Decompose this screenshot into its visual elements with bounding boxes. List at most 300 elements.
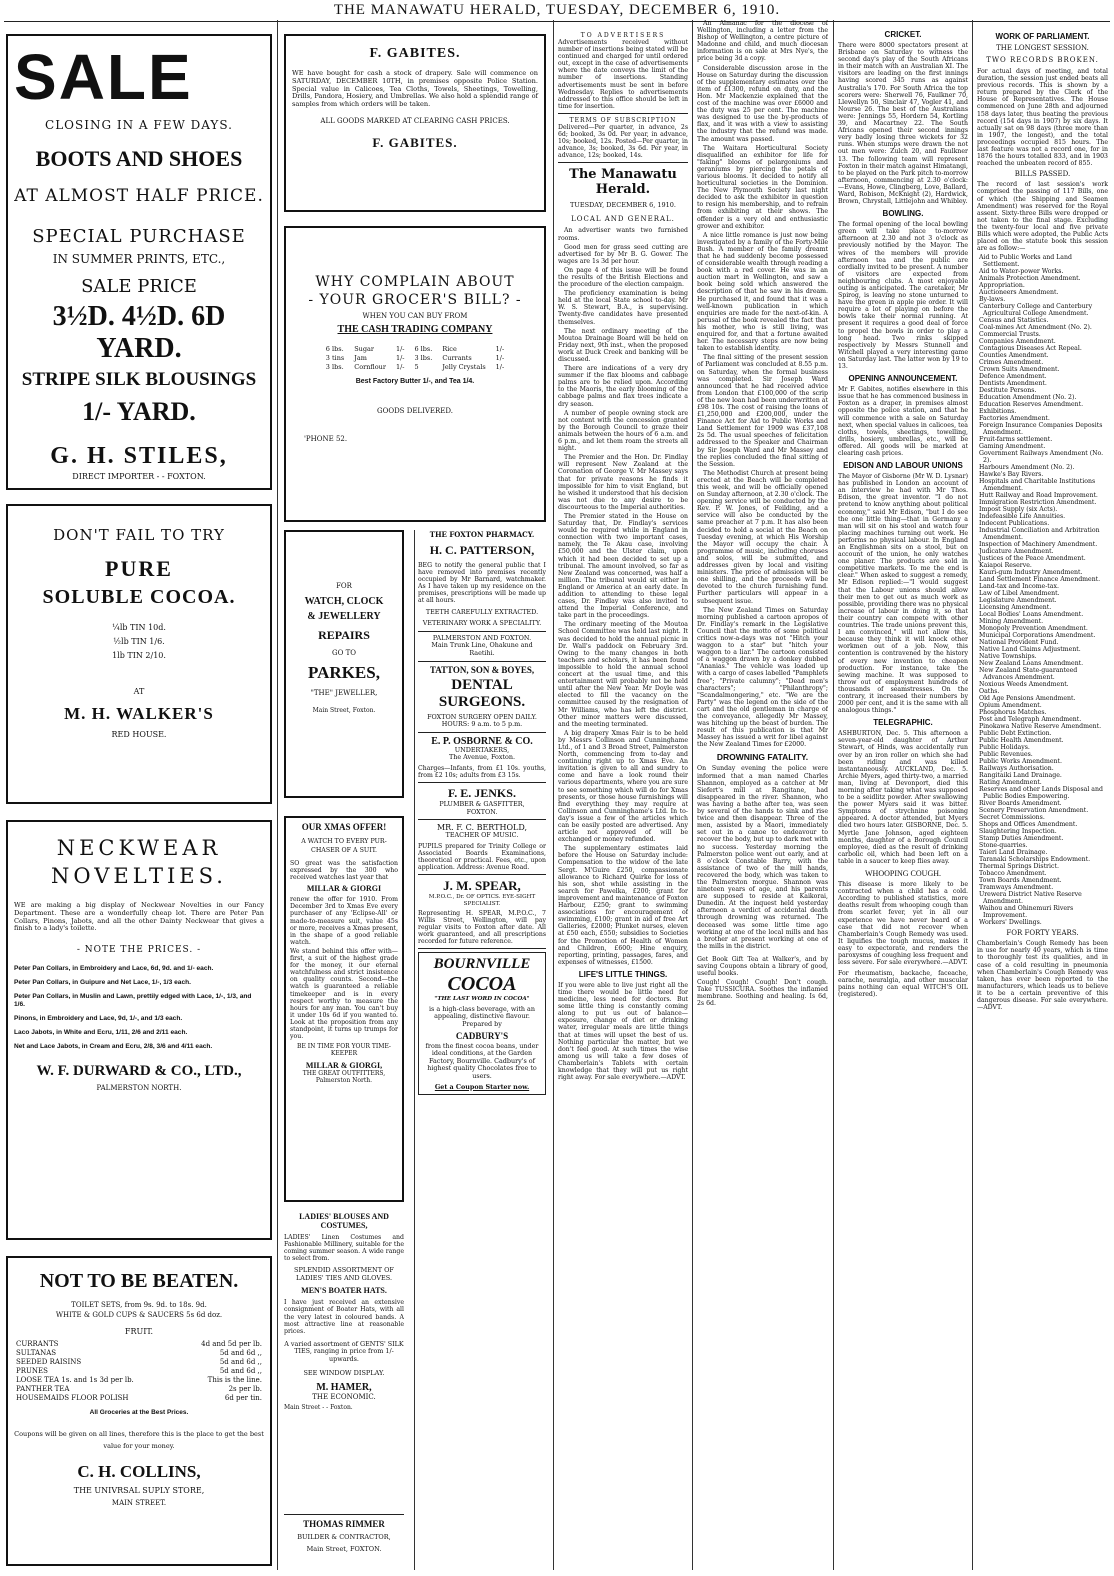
grocer-cell: 3 lbs. — [325, 363, 344, 371]
bill-item: Defence Amendment. — [979, 373, 1047, 381]
xmas-body-3: We stand behind this offer with—first, a suit of the highest grade for the money, it our eternal watchfulness and strict insistence on quality counts. Second—the watch is guaranteed a reliable timekeeper and is in every respect worthy to measure the hours for any man. You can't buy it under 10s 6d if you wanted to. Look at the proposition from any standpoint, it turns up trumps for you. — [290, 947, 398, 1041]
bill-item: Indecent Publications. — [979, 520, 1050, 528]
grocer-price-row — [321, 345, 509, 354]
collins-price: 5d and 6d ,, — [219, 1349, 262, 1357]
rimmer-name: THOMAS RIMMER — [303, 1519, 385, 1529]
column-1 — [6, 20, 272, 1570]
grocer-phone: 'PHONE 52. — [304, 435, 348, 443]
sale-closing: CLOSING IN A FEW DAYS. — [45, 118, 233, 132]
berthold-name: MR. F. C. BERTHOLD, — [436, 823, 528, 833]
bill-item: Stamp Duties Amendment. — [979, 835, 1064, 843]
xmas-line-1: A WATCH TO EVERY PUR- — [301, 838, 387, 845]
collins-item: CURRANTS — [16, 1340, 59, 1348]
local-general-heading: LOCAL AND GENERAL. — [571, 215, 675, 224]
bill-item: Dentists Amendment. — [979, 380, 1047, 388]
news-paragraph: The Methodist Church at present being erected at the Beach will be completed this week, and will be officially opened on Sunday afternoon, at 2.30 o'clock. The opening service will be conducted by the Rev. P. W. Jones, of Feilding, and a service will also be conducted by the same preacher at 7 p.m. It has also been decided to hold a social at the Beach on Tuesday evening, at which His Worship the Mayor will occupy the chair. A programme of music, including choruses and solos, will be submitted, and addresses given by local and visiting ministers. The price of admission will be one shilling, and the proceeds will be devoted to the church furnishing fund. Further particulars will appear in a subsequent issue. — [697, 469, 828, 605]
bill-item: Education Amendment (No. 2). — [979, 394, 1077, 402]
news-paragraph: A number of people owning stock are not content with the concession granted by the Borough Council to graze their animals between the hours of 6 a.m. and 6 p.m., and let them roam the streets all night. — [558, 409, 688, 453]
cocoa-word: COCOA — [447, 973, 517, 996]
bill-item: Rangitaiki Land Drainage. — [979, 772, 1062, 780]
bill-item: Noxious Weeds Amendment. — [979, 681, 1069, 689]
rimmer-advert — [284, 1514, 404, 1567]
bill-item: Oaths. — [979, 688, 1000, 696]
cocoa-price-row: 1lb TIN 2/10. — [112, 651, 166, 660]
spear-name: J. M. SPEAR, — [443, 878, 521, 894]
bournville-desc-2: from the finest cocoa beans, under ideal conditions, at the Garden Factory, Bournville. Cadbury's of highest quality Chocolates free to users. — [425, 1041, 539, 1080]
news-paragraph: Good men for grass seed cutting are advertised for by Mr B. G. Gower. The wages are 1s 3d per hour. — [558, 243, 688, 265]
cash-trading-advert — [284, 226, 546, 522]
column-4 — [558, 20, 688, 1570]
sale-summer: IN SUMMER PRINTS, ETC., — [52, 252, 226, 266]
edison-body: The Mayor of Gisborne (Mr W. D. Lysnar) has published in London an account of an interview he had with Mr Thos. Edison, the great inventor. "I do not pretend to know anything about political economy," said Mr Edison, "but I do see the one little thing—that in Germany a man will sit on his stool and watch four placing machines turning out work. He performs no physical labour. In England an Englishman sits on a stool, but on account of the union, he only watches one planer. The products are sold in competitive markets. To me the end is clear." When asked to suggest a remedy, Mr Edison replied:—"I would suggest that the Labour unions should allow their men to get out as much work as possible, providing there was no physical increase of labour in doing it, so that their country can compete with other countries. The trade unions prevent this, I am convinced," will not allow this, because they think it will knock other workmen out of a job. Now, this contention is contravened by the history of every new invention to cheapen production. For instance, take the sewing machine. It was supposed to throw out of employment hundreds of thousands of seamstresses. On the contrary, it increased their numbers by 2000 per cent, and it is the same with all analogous things." — [838, 473, 968, 715]
collins-store: THE UNIVRSAL SUPLY STORE, — [73, 1486, 205, 1495]
grocer-cell: 1/- — [495, 363, 505, 371]
parliament-sub-2: TWO RECORDS BROKEN. — [986, 56, 1099, 64]
grocer-company: THE CASH TRADING COMPANY — [337, 324, 493, 335]
osborne-charges: Charges—Infants, from £1 10s. youths, from £2 10s; adults from £3 15s. — [418, 764, 546, 779]
forty-years-heading: FOR FORTY YEARS. — [1006, 929, 1079, 938]
news-paragraph: The Waitara Horticultural Society disqualified an exhibitor for life for "faking" blooms of pelargoniums and geraniums by piercing the petals of various blooms. It decided to notify all horticultural societies in the Dominion. The New Plymouth Society last night decided to ask the exhibitor in question to resign his membership, and to refrain from exhibiting at their shows. The offender is a very old and enthusiastic grower and exhibitor. — [697, 144, 828, 230]
collins-price: This is the line. — [207, 1376, 262, 1384]
bill-item: Tramways Amendment. — [979, 884, 1054, 892]
hamer-title-4: MEN'S BOATER HATS. — [301, 1286, 387, 1296]
hamer-title-3: SPLENDID ASSORTMENT OF LADIES' TIES AND GLOVES. — [294, 1266, 394, 1283]
gabites-marked: ALL GOODS MARKED AT CLEARING CASH PRICES. — [320, 116, 510, 125]
neckwear-price-item: Pinons, in Embroidery and Lace, 9d, 1/-, and 1/3 each. — [14, 1015, 183, 1023]
bill-item: Scenery Preservation Amendment. — [979, 807, 1089, 815]
bill-item: Harbours Amendment (No. 2). — [979, 464, 1075, 472]
cocoa-price-row: ½lb TIN 1/6. — [113, 637, 165, 646]
opening-heading: OPENING ANNOUNCEMENT. — [848, 374, 958, 384]
pharmacy-title: THE FOXTON PHARMACY. — [429, 530, 535, 539]
bill-item: Workers' Dwellings. — [979, 919, 1042, 927]
neckwear-intro: WE are making a big display of Neckwear Novelties in our Fancy Department. These are a wonderfully cheap lot. There are Peter Pan Collars, Pinons, Jabots, and all the other Dainty Neckwear that gives a finish to a lady's toilette. — [14, 901, 264, 933]
collins-item: SEEDED RAISINS — [16, 1358, 82, 1366]
news-paragraph: The proficiency examination is being held at the local State school to-day. Mr W. S. Stewart, B.A., is supervising. Twenty-five candidates have presented themselves. — [558, 290, 688, 326]
patterson-vet: VETERINARY WORK A SPECIALITY. — [422, 619, 542, 628]
news-paragraph: A big drapery Xmas Fair is to be held by Messrs Collinson and Cunninghame Ltd., of 1 and 3 Broad Street, Palmerston North, commencing from to-day and continuing right up to Xmas Eve. An invitation is given to all and sundry to come and have a look round their various departments, where you are sure to see something which will do for Xmas presents, or those house furnishings will find everything they may require at Collinson and Cunninghame's Ltd. In to-day's issue a few of the articles which can be easily posted are advertised. Any article not approved of will be exchanged or money refunded. — [558, 729, 688, 844]
bill-item: By-laws. — [979, 296, 1006, 304]
news-paragraph: The supplementary estimates laid before the House on Saturday include: Compensation to the widow of the late Sergt. M'Guire £250, compassionate allowance to Richard Quirke for loss of his son, shot while assisting in the search for Pawelka, £200; grant for improvement and maintenance of Foxton Harbour, £250; grant to swimming associations for encouragement of swimming, £100; grant in aid of free Art Galleries, £2000; Plunket nurses, eleven at £50 each, £550; subsidies to Societies for the Promotion of Health of Women and Children, £600; Hine enquiry, reporting, printing, passages, fares, and expenses of witnesses, £1500. — [558, 845, 688, 966]
berthold-pupils: PUPILS prepared for Trinity College or Associated Boards Examinations, theoretical or practical. Fees, etc., upon application. Address: Avenue Road. — [418, 842, 546, 872]
bill-item: New Zealand Loans Amendment. — [979, 660, 1084, 668]
osborne-name: E. P. OSBORNE & CO. — [431, 735, 533, 747]
news-paragraph: A nice little romance is just now being investigated by a family of the Forty-Mile Bush. A member of the family dreamt that he had suddenly become possessed of considerable wealth through reading a book with a red cover. He was in an auction mart in Wellington, and saw a book being sold which answered the description of that he saw in his dream. He purchased it, and found that it was a well-known publication in which enquiries are made for the next-of-kin. A perusal of the book revealed the fact that his mother, who is still living, was enquired for, and that a fortune awaited her. The necessary steps are now being taken to establish identity. — [697, 231, 828, 353]
bill-item: Taieri Land Drainage. — [979, 849, 1048, 857]
cocoa-at: AT — [133, 687, 145, 696]
collins-item: PANTHER TEA — [16, 1385, 70, 1393]
rimmer-address: Main Street, FOXTON. — [306, 1545, 382, 1553]
news-paragraphs — [697, 20, 828, 748]
main-trunk-line: Main Trunk Line, Ohakune and Raetihi. — [431, 641, 533, 657]
news-paragraph: Considerable discussion arose in the House on Saturday during the discussion of the supplementary estimates over the item of £1300, refund on duty, and the Hon. Mr Mackenzie explained that the cost of the machine was over £6000 and the duty was 25 per cent. The machine was designed to use the by-products of flax, and it was with a view to assisting the industry that the refund was made. The amount was passed. — [697, 64, 828, 143]
news-paragraph: On page 4 of this issue will be found the results of the British Elections and the procedure of the election campaign. — [558, 266, 688, 289]
bill-item: Land Settlement Finance Amendment. — [979, 576, 1101, 584]
bill-item: Education Reserves Amendment. — [979, 401, 1084, 409]
hamer-name: M. HAMER, — [316, 1381, 372, 1393]
collins-advert — [6, 1256, 272, 1566]
bill-item: Pinokawa Native Reserve Amendment. — [979, 723, 1102, 731]
neckwear-address: PALMERSTON NORTH. — [96, 1084, 182, 1093]
advertisers-body: Advertisements received without number of insertions being stated will be continued and charged for until ordered out, except in the case of advertisements where the date conveys the limit of the number of insertions. Standing advertisements must be sent in before Wednesday. Replies to advertisements addressed to this office should be left in time for insertion. — [558, 39, 688, 110]
xmas-sub: THE GREAT OUTFITTERS, — [302, 1070, 386, 1078]
bill-item: Kaiapoi Reserve. — [979, 562, 1032, 570]
grocer-cell: Cornflour — [354, 363, 386, 371]
collins-price: 2s per lb. — [228, 1385, 262, 1393]
bill-item: Old Age Pensions Amendment. — [979, 695, 1076, 703]
hamer-address: Main Street - - Foxton. — [284, 1403, 353, 1411]
advertisers-heading: TO ADVERTISERS — [580, 32, 666, 39]
bill-item: Rating Amendment. — [979, 779, 1042, 787]
bill-item: Public Revenues. — [979, 751, 1033, 759]
grocer-cell: 3 lbs. — [414, 354, 433, 362]
grocer-cell: 1/- — [395, 354, 405, 362]
grocer-cell: 3 tins — [325, 354, 345, 362]
parliament-body: For actual days of meeting, and total duration, the session just ended beats all previous records. This is shown by a return prepared by the Clerk of the House of Representatives. The House commenced on June 28th and adjourned 158 days later, thus beating the previous record (154 days in 1907) by six days. It actually sat on 98 days (three more than in 1907, the longest), and the total proceedings occupied 815 hours. The last feature was not a record one, for in 1876 the hours totalled 833, and in 1903 reached the unbeaten record of 855. — [977, 68, 1108, 168]
sale-headline: SALE — [14, 41, 193, 113]
bournville-slogan: "THE LAST WORD IN COCOA" — [434, 996, 530, 1003]
grocer-price-row — [321, 363, 509, 372]
whooping-heading: WHOOPING COUGH. — [865, 869, 941, 879]
neckwear-price-list — [14, 965, 264, 1051]
bill-item: Land-tax and Income-tax. — [979, 583, 1059, 591]
bill-item: River Boards Amendment. — [979, 800, 1062, 808]
grocer-when: WHEN YOU CAN BUY FROM — [362, 312, 468, 320]
drowning-body: On Sunday evening the police were informed that a man named Charles Shannon, employed as a catcher at Mr Siefert's mill at Rangitane, had disappeared in the river. Shannon, who was having a bathe after tea, was seen by several of the hands to sink and rise twice and then disappear. Three of the men, assisted by a Maori, immediately set out in a canoe to endeavour to recover the body, but up to dark met with no success. Yesterday morning the Palmerston police went out early, and at 8 o'clock Constable Barry, with the assistance of two of the mill hands, recovered the body, which was taken to the Palmerston morgue. Shannon was nineteen years of age, and his parents are supposed to reside at Kaikorai, Dunedin. At the inquest held yesterday afternoon a verdict of accidental death through drowning was returned. The deceased was some little time ago working at one of the local mills and has a brother at present working at one of the mills in the district. — [697, 765, 828, 950]
parliament-sub-1: THE LONGEST SESSION. — [996, 44, 1089, 52]
bill-item: Government Railways Amendment (No. 2). — [979, 450, 1104, 465]
edison-heading: EDISON AND LABOUR UNIONS — [843, 461, 963, 471]
xmas-title: OUR XMAS OFFER! — [301, 822, 387, 832]
bill-item: Exhibitions. — [979, 408, 1017, 416]
sale-special: SPECIAL PURCHASE — [32, 226, 246, 247]
grocer-cell: 1/- — [495, 354, 505, 362]
grocer-cell: 5 — [414, 363, 419, 371]
column-rule — [553, 20, 554, 1570]
cricket-body: There were 8000 spectators present at Brisbane on Saturday to witness the second day's play of the South Africans in their match with an Australian XI. The visitors are leading on the first innings having scored 345 runs as against Australia's 170. For South Africa the top scorers were: Sherwell 76, Faulkner 70, Llewellyn 50, Sinclair 47, Vogler 41, and Nourse 26. The best of the Australians were: Jennings 55, Hordern 54, Kortling 39, and Macartney 22. The South Africans opened their second innings very badly losing three wickets for 32 runs. When stumps were drawn the not out men were: Zulch 20, and Faulkner 13. The following team will represent Foxton in their match against Himatangi, to be played on the Park pitch to-morrow afternoon, commencing at 2.30 o'clock:—Evans, Howe, Clingberg, Love, Ballard, Ward, Robison, McKnight (2), Hardwick, Brown, Chrystall, Littlejohn and Whibley. — [838, 42, 968, 206]
patterson-name: H. C. PATTERSON, — [429, 543, 535, 557]
xmas-signature: MILLAR & GIORGI, — [305, 1061, 383, 1071]
column-rule — [414, 530, 415, 1570]
neckwear-title-1: NECKWEAR — [56, 836, 222, 860]
osborne-undertakers: UNDERTAKERS, — [454, 745, 510, 754]
neckwear-price-item: Peter Pan Collars, in Muslin and Lawn, prettily edged with Lace, 1/-, 1/3, and 1/6. — [14, 993, 252, 1009]
collins-merchant: C. H. COLLINS, — [77, 1462, 201, 1481]
bills-heading: BILLS PASSED. — [1014, 170, 1071, 179]
cocoa-price-row: ¼lb TIN 10d. — [112, 623, 166, 632]
bournville-word: BOURNVILLE — [433, 956, 531, 973]
grocer-butter: Best Factory Butter 1/-, and Tea 1/4. — [355, 378, 475, 385]
bill-item: Inspection of Machinery Amendment. — [979, 541, 1098, 549]
hamer-body-1: LADIES' Linen Costumes and Fashionable Millinery, suitable for the coming summer season. A wide range to select from. — [284, 1234, 404, 1263]
bill-item: Auctioneers Amendment. — [979, 289, 1059, 297]
bill-item: Hospitals and Charitable Institutions Amendment. — [979, 478, 1096, 493]
collins-street: MAIN STREET. — [111, 1499, 167, 1507]
collins-line-1: TOILET SETS, from 9s. 9d. to 18s. 9d. — [71, 1301, 207, 1309]
masthead: THE MANAWATU HERALD, TUESDAY, DECEMBER 6, 1910. — [333, 2, 781, 18]
grocer-cell: 1/- — [495, 345, 505, 353]
cricket-heading: CRICKET. — [884, 30, 922, 39]
xmas-firm: MILLAR & GIORGI — [306, 884, 382, 894]
collins-price-table — [14, 1340, 264, 1403]
bill-item: Animals Protection Amendment. — [979, 275, 1081, 283]
collins-price-row — [14, 1385, 264, 1394]
cocoa-line-1: DON'T FAIL TO TRY — [53, 526, 225, 544]
neckwear-merchant: W. F. DURWARD & CO., LTD., — [36, 1063, 242, 1080]
bill-item: Hawke's Bay Rivers. — [979, 471, 1044, 479]
collins-price-row — [14, 1340, 264, 1349]
news-paragraph: The New Zealand Times on Saturday morning published a cartoon apropos of Dr. Findlay's remark in the Legislative Council that the motto of some political critics now-a-days was not "Hitch your waggon to a star" but "hitch your waggon to a liar." The cartoon consisted of a waggon drawn by a donkey dubbed "Ananias." The vehicle was loaded up with a cargo of cases labelled "Pamphlets free"; "Private calumny"; "Dead men's characters"; "Philanthropy"; "Scandalmongering," etc. "We are the Party" was the legend on the side of the cart and the old gentleman in charge of the conveyance, allegedly Mr Massey, was hitching up the beast of burden. The result of this publication is that Mr Massey has issued a writ for libel against the New Zealand Times for £2000. — [697, 606, 828, 749]
sale-half-price: AT ALMOST HALF PRICE. — [14, 186, 264, 206]
rimmer-sub: BUILDER & CONTRACTOR, — [297, 1533, 391, 1541]
column-rule — [692, 20, 693, 1570]
gabites-body: WE have bought for cash a stock of drapery. Sale will commence on SATURDAY, DECEMBER 10TH, in premises opposite Police Station. Special value in Calicoes, Tea Cloths, Towels, Sheetings, Towelling, Drills, Pandora, Hosiery, and Umbrellas. We also hold a splendid range of samples from which orders will be taken. — [292, 69, 538, 109]
bill-item: Public Holidays. — [979, 744, 1030, 752]
news-paragraph: The Premier and the Hon. Dr. Findlay will represent New Zealand at the Coronation of George V. Mr Massey says that for private reasons he finds it impossible for him to visit England, but he wished it understood that his decision was not due to any desire to be discourteous to the Imperial authorities. — [558, 454, 688, 511]
book-gift: Get Book Gift Tea at Walker's, and by saving Coupons obtain a library of good, useful books. — [697, 955, 828, 978]
bill-item: Crimes Amendment. — [979, 359, 1044, 367]
collins-coupons: Coupons will be given on all lines, therefore this is the place to get the best value for your money. — [14, 1430, 264, 1450]
palmerston-foxton: PALMERSTON AND FOXTON. — [432, 633, 532, 642]
collins-price-row — [14, 1349, 264, 1358]
grocer-price-table — [321, 345, 509, 372]
cocoa-merchant: M. H. WALKER'S — [64, 704, 214, 723]
bills-list — [977, 254, 1108, 926]
hamer-see: SEE WINDOW DISPLAY. — [303, 1368, 385, 1377]
gabites-title: F. GABITES. — [369, 46, 461, 61]
cocoa-house: RED HOUSE. — [111, 730, 167, 739]
forty-years-body: Chamberlain's Cough Remedy has been in use for nearly 40 years, which is time to thoroughly test its qualities, and in case of a cold resulting in pneumonia when Chamberlain's Cough Remedy was taken, has ever been reported to the manufacturers, which leads us to believe it to be a certain preventive of this dangerous disease. For sale everywhere.—ADVT. — [977, 940, 1108, 1012]
subscription-heading: TERMS OF SUBSCRIPTION — [569, 116, 677, 124]
bill-item: Taranaki Scholarships Endowment. — [979, 856, 1091, 864]
news-paragraph: An advertiser wants two furnished rooms. — [558, 227, 688, 242]
xmas-offer-advert — [284, 816, 404, 1202]
collins-price: 6d per tin. — [224, 1394, 262, 1402]
sale-stripe: STRIPE SILK BLOUSINGS — [21, 369, 257, 390]
grocer-price-row — [321, 354, 509, 363]
bill-item: Tobacco Amendment. — [979, 870, 1047, 878]
jenks-name: F. E. JENKS. — [448, 786, 516, 801]
bill-item: New Zealand State-guaranteed Advances Amendment. — [979, 667, 1078, 682]
collins-item: PRUNES — [16, 1367, 48, 1375]
bill-item: Public Works Amendment. — [979, 758, 1062, 766]
patterson-body: BEG to notify the general public that I have removed into premises recently occupied by Mr Barnard, watchmaker. As I have taken up my residence on the premises, prescriptions will be made up at all hours. — [418, 562, 546, 605]
bill-item: Judicature Amendment. — [979, 548, 1054, 556]
neckwear-price-item: Net and Lace Jabots, in Cream and Ecru, 2/8, 3/6 and 4/11 each. — [14, 1043, 213, 1051]
neckwear-price-item: Peter Pan Collars, in Embroidery and Lace, 6d, 9d. and 1/- each. — [14, 965, 214, 973]
bill-item: Municipal Corporations Amendment. — [979, 632, 1096, 640]
collins-groceries: All Groceries at the Best Prices. — [89, 1409, 189, 1416]
column-rule — [277, 20, 278, 1570]
whooping-body: This disease is more likely to be contracted when a child has a cold. According to published statistics, more deaths result from whooping cough than from scarlet fever, yet in all our experience we have never heard of a case that did not recover when Chamberlain's Cough Remedy was used. It liquifies the tough mucus, makes it easy to expectorate, and renders the paroxysms of coughing less frequent and less severe. For sale everywhere.—ADVT. — [838, 881, 968, 967]
bill-item: Counties Amendment. — [979, 352, 1049, 360]
parkes-advert — [284, 530, 404, 798]
bill-item: Licensing Amendment. — [979, 604, 1052, 612]
surgery-hours: HOURS: 9 a.m. to 5 p.m. — [441, 720, 523, 729]
collins-price: 5d and 6d ,, — [219, 1367, 262, 1375]
collins-price-row — [14, 1394, 264, 1403]
professional-cards — [418, 530, 546, 1570]
spear-body: Representing H. SPEAR, M.P.O.C., 7 Willis Street, Wellington, will pay regular visits to Foxton after date. All work guaranteed, and all prescriptions recorded for future reference. — [418, 909, 546, 946]
parkes-line-2: & JEWELLERY — [307, 611, 381, 622]
grocer-cell: 6 lbs. — [414, 345, 433, 353]
bill-item: Aid to Public Works and Land Settlement. — [979, 254, 1072, 269]
bill-item: Legislature Amendment. — [979, 597, 1057, 605]
xmas-body: SO great was the satisfaction expressed by the 300 who received watches last year that — [290, 860, 398, 882]
grocer-goods: GOODS DELIVERED. — [377, 407, 453, 415]
bill-item: Mining Amendment. — [979, 618, 1044, 626]
bill-item: Foreign Insurance Companies Deposits Amendment. — [979, 422, 1103, 437]
bill-item: Reserves and other Lands Disposal and Public Bodies Empowering. — [979, 786, 1103, 801]
collins-fruit: FRUIT. — [124, 1327, 154, 1336]
news-paragraph: There are indications of a very dry summer if the flax blooms and cabbage palms are to be relied upon. According to the Maoris, the early blooming of the cabbage palms and flax trees indicate a dry season. — [558, 365, 688, 408]
news-paragraph: The ordinary meeting of the Moutoa School Committee was held last night. It was decided to hold the annual picnic in Dr. Wall's paddock on February 3rd. Owing to the many changes in both teachers and scholars, it has been found impossible to hold the annual school concert at the usual time, and this entertainment will probably not be held until after the New Year. Mr Doyle was elected to fill the vacancy on the committee caused by the resignation of Mr Williams, who has left the district. Other minor matters were discussed, and the meeting terminated. — [558, 621, 688, 728]
bill-item: Public Health Amendment. — [979, 737, 1064, 745]
column-rule — [833, 20, 834, 1570]
bowling-body: The formal opening of the local bowling green will take place to-morrow afternoon at 2.30 and not 3 o'clock as previously notified by the Mayor. The wives of the members will provide afternoon tea and the public are cordially invited to be present. A number of visitors are expected from neighbouring clubs. A most enjoyable outing is anticipated. The caretaker, Mr Spirog, is leaving no stone unturned to have the green in apple pie order. It will require a lot of playing on before the bowls take their normal running. At present it requires a good deal of force to propel the bowls in order to play a long head. Two rinks skipped respectively by Messrs Stunnell and Witchell played a very interesting game on Saturday last. The latter won by 19 to 13. — [838, 221, 968, 371]
surgery-open: FOXTON SURGERY OPEN DAILY. — [427, 712, 537, 721]
bill-item: Law of Libel Amendment. — [979, 590, 1060, 598]
bill-item: Gaming Amendment. — [979, 443, 1046, 451]
bill-item: Slaughtering Inspection. — [979, 828, 1057, 836]
grocer-cell: Jam — [354, 354, 367, 362]
hamer-body-2: I have just received an extensive consignment of Boater Hats, with all the very latest in coloured bands. A most attractive line at reasonable prices. — [284, 1299, 404, 1335]
bill-item: Factories Amendment. — [979, 415, 1050, 423]
cough-advert: Cough! Cough! Cough! Don't cough. Take TUSSICURA. Soothes the inflamed membrane. Soothing and healing. Is 6d, 2s 6d. — [697, 979, 828, 1008]
cocoa-line-2: PURE — [105, 556, 173, 581]
bill-item: Contagious Diseases Act Repeal. — [979, 345, 1082, 353]
grocer-cell: Sugar — [354, 345, 375, 353]
bill-item: Secret Commissions. — [979, 814, 1045, 822]
collins-price-row — [14, 1367, 264, 1376]
patterson-teeth: TEETH CAREFULLY EXTRACTED. — [425, 607, 539, 616]
bill-item: Shops and Offices Amendment. — [979, 821, 1078, 829]
bournville-desc: is a high-class beverage, with an appealing, distinctive flavour. Prepared by — [429, 1004, 535, 1029]
bill-item: Local Bodies' Loans Amendment. — [979, 611, 1084, 619]
bill-item: Thermal Springs District. — [979, 863, 1059, 871]
bill-item: Commercial Trusts. — [979, 331, 1041, 339]
bill-item: Waihou and Ohinemuri Rivers Improvement. — [979, 905, 1074, 920]
grocer-title-2: - YOUR GROCER'S BILL? - — [308, 292, 522, 308]
bill-item: Companies Amendment. — [979, 338, 1056, 346]
bill-item: Native Land Claims Adjustment. — [979, 646, 1081, 654]
parkes-go: GO TO — [332, 649, 356, 657]
bill-item: Canterbury College and Canterbury Agricultural College Amendment. — [979, 303, 1093, 318]
cadburys: CADBURY'S — [455, 1030, 509, 1041]
bournville-advert — [418, 952, 546, 1095]
hamer-title-1: LADIES' BLOUSES AND — [299, 1212, 389, 1221]
bowling-heading: BOWLING. — [882, 209, 924, 219]
neckwear-price-item: Laco Jabots, in White and Ecru, 1/11, 2/6 and 2/11 each. — [14, 1029, 188, 1037]
parkes-name: PARKES, — [308, 663, 380, 682]
coupon-starter: Get a Coupon Starter now. — [434, 1082, 530, 1091]
parkes-for: FOR — [336, 582, 352, 590]
news-paragraph: The Premier stated in the House on Saturday that, Dr. Findlay's services would be required while in England in connection with two important cases, namely, the Te Akau case, involving £50,000 and the Ulster claim, upon which it had been decided to set up a tribunal. The amount involved, so far as New Zealand was concerned, was half a million. The tribunal would sit either in England or America at an early date. In addition to attending to these legal cases, Dr. Findlay was also invited to attend the Imperial Conference, and take part in the proceedings. — [558, 512, 688, 620]
sale-address: DIRECT IMPORTER - - FOXTON. — [72, 472, 206, 481]
grocer-cell: 6 lbs. — [325, 345, 344, 353]
gabites-signature: F. GABITES. — [372, 134, 458, 150]
sale-yard: 1/- YARD. — [82, 397, 196, 426]
bill-item: Coal-mines Act Amendment (No. 2). — [979, 324, 1092, 332]
bill-item: Impost Supply (six Acts). — [979, 506, 1058, 514]
grocer-cell: Currants — [442, 354, 472, 362]
parkes-line-1: WATCH, CLOCK — [304, 596, 384, 607]
jenks-trade: PLUMBER & GASFITTER, — [439, 800, 525, 809]
collins-item: SULTANAS — [16, 1349, 57, 1357]
parliament-heading: WORK OF PARLIAMENT. — [995, 32, 1090, 41]
life-heading: LIFE'S LITTLE THINGS. — [578, 969, 668, 979]
grocer-cell: 1/- — [395, 345, 405, 353]
hamer-advert — [284, 1212, 404, 1506]
parkes-the: "THE" JEWELLER, — [310, 689, 378, 697]
collins-line-2: WHITE & GOLD CUPS & SAUCERS 5s 6d doz. — [55, 1311, 223, 1319]
drowning-heading: DROWNING FATALITY. — [716, 752, 809, 763]
column-5 — [697, 20, 828, 1570]
collins-item: LOOSE TEA 1s. and 1s 3d per lb. — [16, 1376, 134, 1384]
tatton-name: TATTON, SON & BOYES, — [429, 664, 535, 675]
column-2 — [282, 20, 548, 1570]
jenks-town: FOXTON. — [466, 807, 498, 816]
news-paragraph: An Almanac for the diocese of Wellington, including a letter from the Bishop of Wellington, a centre picture of Madonne and child, and much diocesan information is on sale at Mrs Nye's, the price being 3d a copy. — [697, 20, 828, 63]
grocer-cell: Jelly Crystals — [442, 363, 486, 371]
neckwear-note: - NOTE THE PRICES. - — [76, 945, 202, 956]
xmas-timely: BE IN TIME FOR YOUR TIME-KEEPER — [297, 1043, 391, 1058]
grocer-cell: Rice — [442, 345, 457, 353]
bill-item: Stone-quarries. — [979, 842, 1028, 850]
bill-item: Fruit-farms settlement. — [979, 436, 1053, 444]
bill-item: Justices of the Peace Amendment. — [979, 555, 1086, 563]
column-7 — [977, 20, 1108, 1570]
bill-item: Census and Statistics. — [979, 317, 1049, 325]
bill-item: Crown Suits Amendment. — [979, 366, 1060, 374]
bill-item: Railways Authorisation. — [979, 765, 1054, 773]
bill-item: Urewera District Native Reserve Amendment. — [979, 891, 1082, 906]
berthold-title: TEACHER OF MUSIC. — [445, 831, 519, 840]
gabites-advert — [284, 34, 546, 212]
bills-body: The record of last session's work comprised the passing of 117 Bills, one of which (the Shipping and Seamen Amendment) was reserved for the Royal assent. Sixty-three Bills were dropped or not taken to the final stage. Excluding the twenty-four local and five private Bills which were adopted, the Public Acts placed on the statute book this session are as follow:— — [977, 181, 1108, 253]
bill-item: Immigration Restriction Amendment. — [979, 499, 1097, 507]
osborne-address: The Avenue, Foxton. — [448, 753, 516, 762]
bill-item: Native Townships. — [979, 653, 1037, 661]
hamer-body-3: A varied assortment of GENTS' SILK TIES, ranging in price from 1/- upwards. — [284, 1339, 404, 1364]
sale-advert — [6, 34, 272, 490]
subscription-body: Delivered—Per quarter, in advance, 2s 6d; booked, 3s 0d. Per year, in advance, 10s; booked, 12s. Posted—Per quarter, in advance, 3s; booked, 3s 6d. Per year, in advance, 12s; booked, 14s. — [558, 123, 688, 160]
telegraphic-body: ASHBURTON, Dec. 5. This afternoon a seven-year-old daughter of Arthur Stewart, of Hinds, was accidentally run over by an iron roller on which she had been riding and was killed instantaneously. AUCKLAND, Dec. 5. Archie Myers, aged thirty-two, a married man, living at Devonport, died this morning after taking what was supposed to be a seidlitz powder. After swallowing the power Myers said it was bitter. Symptoms of strychnine poisoning appeared. A doctor attended, but Myers died two hours later. GISBORNE, Dec. 5. Myrtle Jane Johnson, aged eighteen months, daughter of a Borough Council employee, died as the result of drinking carbolic oil, which had been left on a table in a saucer to keep flies away. — [838, 730, 968, 865]
xmas-line-2: CHASER OF A SUIT. — [311, 847, 377, 854]
bill-item: Indefeasible Life Annuities. — [979, 513, 1066, 521]
bill-item: Industrial Conciliation and Arbitration Amendment. — [979, 527, 1100, 542]
cocoa-line-3: SOLUBLE COCOA. — [42, 586, 236, 608]
bill-item: Opium Amendment. — [979, 702, 1042, 710]
telegraphic-heading: TELEGRAPHIC. — [873, 718, 933, 728]
bill-item: Town Boards Amendment. — [979, 877, 1062, 885]
grocer-title-1: WHY COMPLAIN ABOUT — [315, 274, 515, 290]
neckwear-advert — [6, 820, 272, 1240]
local-general-paragraphs — [558, 227, 688, 965]
rheumatism-advert: For rheumatism, backache, faceache, earache, neuralgia, and other muscular pains nothing can equal WITCH'S OIL (registered). — [838, 970, 968, 999]
sale-price-label: SALE PRICE — [81, 276, 197, 297]
bill-item: Kauri-gum Industry Amendment. — [979, 569, 1083, 577]
grocer-cell: 1/- — [395, 363, 405, 371]
bill-item: Appropriation. — [979, 282, 1025, 290]
collins-price: 5d and 6d ,, — [219, 1358, 262, 1366]
collins-price-row — [14, 1376, 264, 1385]
opening-body: Mr F. Gabites, notifies elsewhere in this issue that he has commenced business in Foxton as a draper, in premises almost opposite the police station, and that he will commence with a sale on Saturday next, when special values in calicoes, tea cloths, towels, sheetings, towelling, drills, hosiery, umbrellas, etc., will be offered. All goods will be marked at clearing cash prices. — [838, 386, 968, 457]
news-paragraph: The final sitting of the present session of Parliament was concluded at 8.55 p.m. on Saturday, when the formal business was completed. Sir Joseph Ward announced that he had received advice from London that £100,000 of the scrip of the new loan had been underwritten at £98 10s. The cost of raising the loans of £1,250,000 and £200,000, under the Finance Act for Aid to Public Works and Land Settlement for 1909 was £37,108 2s 5d. The usual speeches of felicitation addressed to the Speaker and Chairman by Sir Joseph Ward and Mr Massey and the replies concluded the final sitting of the Session. — [697, 354, 828, 468]
collins-price: 4d and 5d per lb. — [201, 1340, 262, 1348]
sale-boots: BOOTS AND SHOES — [35, 146, 243, 171]
bill-item: National Provident Fund. — [979, 639, 1059, 647]
